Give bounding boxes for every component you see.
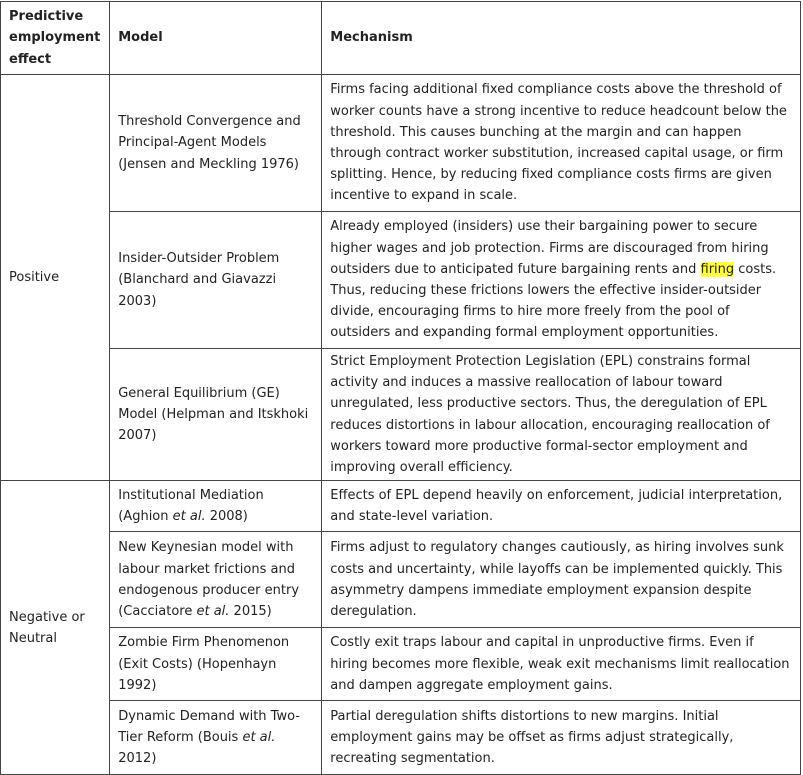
group-label-positive: Positive — [1, 75, 110, 481]
header-model: Model — [110, 2, 322, 75]
mechanism-cell: Effects of EPL depend heavily on enforcement, judicial interpretation, and state-level variation. — [322, 481, 801, 532]
header-row — [1, 2, 801, 75]
model-cell — [110, 701, 322, 775]
header-mechanism: Mechanism — [322, 2, 801, 75]
model-italic: et al. — [196, 603, 230, 619]
table-row — [1, 481, 801, 532]
mechanism-text: Already employed (insiders) use their bargaining power to secure higher wages and job protection. Firms are discouraged from hiring outsiders due to anticipated future bargaining rents and — [330, 219, 769, 277]
model-cell: Threshold Convergence and Principal-Agent Models (Jensen and Meckling 1976) — [110, 75, 322, 212]
model-text: New Keynesian model with labour market frictions and endogenous producer entry (Cacciatore — [118, 540, 300, 619]
models-table — [0, 1, 801, 775]
header-effect: Predictive employment effect — [1, 2, 110, 75]
model-cell — [110, 481, 322, 532]
highlighted-term: firing — [700, 261, 735, 277]
model-text: Institutional Mediation (Aghion — [118, 488, 264, 525]
mechanism-cell — [322, 212, 801, 349]
model-text: 2012) — [118, 751, 157, 767]
model-cell: Insider-Outsider Problem (Blanchard and Giavazzi 2003) — [110, 212, 322, 349]
model-italic: et al. — [172, 509, 206, 525]
table-row — [1, 349, 801, 481]
model-text: Dynamic Demand with Two-Tier Reform (Bouis — [118, 708, 300, 746]
table-row — [1, 701, 801, 775]
table-row — [1, 532, 801, 628]
model-text: 2015) — [229, 603, 272, 619]
table-row — [1, 628, 801, 701]
model-italic: et al. — [242, 730, 276, 746]
table-row — [1, 75, 801, 212]
mechanism-cell: Firms adjust to regulatory changes cautiously, as hiring involves sunk costs and uncertainty, while layoffs can be implemented quickly. This asymmetry dampens immediate employment expansion despite deregulation. — [322, 532, 801, 628]
mechanism-cell: Firms facing additional fixed compliance costs above the threshold of worker counts have a strong incentive to reduce headcount below the threshold. This causes bunching at the margin and can happen through contract worker substitution, increased capital usage, or firm splitting. Hence, by reducing fixed compliance costs firms are given incentive to expand in scale. — [322, 75, 801, 212]
model-cell: Zombie Firm Phenomenon (Exit Costs) (Hopenhayn 1992) — [110, 628, 322, 701]
mechanism-cell: Partial deregulation shifts distortions to new margins. Initial employment gains may be offset as firms adjust strategically, recreating segmentation. — [322, 701, 801, 775]
mechanism-cell: Strict Employment Protection Legislation (EPL) constrains formal activity and induces a massive reallocation of labour toward unregulated, less productive sectors. Thus, the deregulation of EPL reduces distortions in labour allocation, encouraging reallocation of workers toward more productive formal-sector employment and improving overall efficiency. — [322, 349, 801, 481]
mechanism-cell: Costly exit traps labour and capital in unproductive firms. Even if hiring becomes more flexible, weak exit mechanisms limit reallocation and dampen aggregate employment gains. — [322, 628, 801, 701]
group-label-negative: Negative or Neutral — [1, 481, 110, 775]
table-row — [1, 212, 801, 349]
mechanism-text: costs. Thus, reducing these frictions lowers the effective insider-outsider divide, encouraging firms to hire more freely from the pool of outsiders and expanding formal employment opportunities. — [330, 261, 777, 341]
model-cell — [110, 532, 322, 628]
model-cell: General Equilibrium (GE) Model (Helpman and Itskhoki 2007) — [110, 349, 322, 481]
model-text: 2008) — [205, 509, 248, 525]
